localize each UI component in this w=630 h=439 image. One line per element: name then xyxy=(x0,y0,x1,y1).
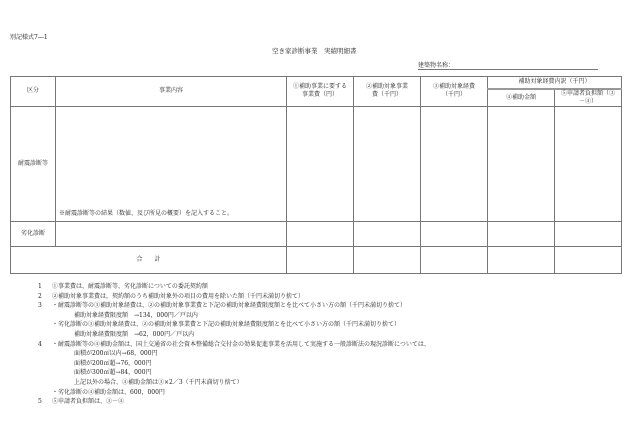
note-item xyxy=(38,320,430,330)
note-item xyxy=(38,330,430,340)
page-title: 空き家診断事業 実績明細書 xyxy=(272,47,357,55)
note-item xyxy=(38,301,430,311)
expense-table xyxy=(10,76,622,274)
note-text: 面積が300㎡超→84，000円 xyxy=(74,369,152,377)
note-text: ・耐震診断等の③補助対象経費は、②の補助対象事業費と下記の補助対象経費限度額とを比べて小さい方の額（千円未満切り捨て） xyxy=(52,302,407,310)
note-item xyxy=(38,388,430,398)
note-item xyxy=(38,397,430,407)
note-item xyxy=(38,340,430,350)
total-label: 合 計 xyxy=(11,246,287,273)
note-text: ⑤申請者負担額は、③－④ xyxy=(52,398,125,406)
note-number: 3 xyxy=(38,302,42,310)
value-cell[interactable] xyxy=(421,106,488,221)
note-text: ・劣化診断の③補助対象経費は、②の補助対象事業費と下記の補助対象経費限度額とを比べて小さい方の額（千円未満切り捨て） xyxy=(52,321,401,329)
header-col5: ⑤申請者負担額（③－④） xyxy=(555,89,622,107)
note-number: 5 xyxy=(38,398,42,406)
value-cell[interactable] xyxy=(421,221,488,246)
note-item xyxy=(38,349,430,359)
header-breakdown: 補助対象経費内訳（千円） xyxy=(488,77,622,89)
header-col3: ③補助対象経費（千円） xyxy=(421,77,488,107)
value-cell[interactable] xyxy=(488,221,555,246)
total-cell[interactable] xyxy=(555,246,622,273)
header-category: 区分 xyxy=(11,77,56,107)
total-row xyxy=(11,246,622,273)
note-text: 補助対象経費限度額 →134，000円／戸以内 xyxy=(74,311,198,319)
note-item xyxy=(38,282,430,292)
note-item xyxy=(38,368,430,378)
note-item xyxy=(38,311,430,321)
building-name-field[interactable] xyxy=(418,60,598,70)
note-text: ・劣化診断の④補助金額は、600，000円 xyxy=(52,388,165,396)
total-cell[interactable] xyxy=(287,246,354,273)
header-col2: ②補助対象事業費（千円） xyxy=(354,77,421,107)
row-category: 劣化診断 xyxy=(11,221,56,246)
building-name-label: 建築物名称： xyxy=(418,62,455,69)
total-cell[interactable] xyxy=(488,246,555,273)
content-cell[interactable] xyxy=(56,221,287,246)
total-cell[interactable] xyxy=(354,246,421,273)
note-text: 面積が200㎡以内→68，000円 xyxy=(74,350,158,358)
note-text: 面積が200㎡超→76，000円 xyxy=(74,359,152,367)
note-text: 補助対象経費限度額 →62，000円／戸以内 xyxy=(74,330,195,338)
note-number: 4 xyxy=(38,340,42,348)
table-row xyxy=(11,221,622,246)
note-text: 上記以外の場合、④補助金額は③×2／3（千円未満切り捨て） xyxy=(74,378,243,386)
note-text: ②補助対象事業費は，契約額のうち補助対象外の項目の費用を除いた額（千円未満切り捨て） xyxy=(52,292,305,300)
note-number: 1 xyxy=(38,283,42,290)
notes-list xyxy=(38,282,430,407)
note-item xyxy=(38,359,430,369)
value-cell[interactable] xyxy=(488,106,555,221)
value-cell[interactable] xyxy=(354,221,421,246)
header-col4: ④補助金額 xyxy=(488,89,555,107)
form-id: 別記様式7―1 xyxy=(10,34,48,41)
table-row xyxy=(11,106,622,221)
note-item xyxy=(38,292,430,302)
value-cell[interactable] xyxy=(287,221,354,246)
note-item xyxy=(38,378,430,388)
total-cell[interactable] xyxy=(421,246,488,273)
content-cell[interactable] xyxy=(56,106,287,221)
row-category: 耐震診断等 xyxy=(11,106,56,221)
value-cell[interactable] xyxy=(287,106,354,221)
value-cell[interactable] xyxy=(555,106,622,221)
header-col1: ①補助事業に要する事業費（円） xyxy=(287,77,354,107)
value-cell[interactable] xyxy=(354,106,421,221)
value-cell[interactable] xyxy=(555,221,622,246)
note-number: 2 xyxy=(38,292,42,300)
row-note: ※耐震診断等の結果（数値、及び所見の概要）を記入すること。 xyxy=(59,209,234,217)
header-content: 事業内容 xyxy=(56,77,287,107)
note-text: ・耐震診断等の④補助金額は、国土交通省の社会資本整備総合交付金の効果促進事業を活用して実施する一般診断法の現況診断については、 xyxy=(52,340,430,348)
note-text: ①事業費は、耐震診断等、劣化診断についての委託契約額 xyxy=(52,283,208,290)
